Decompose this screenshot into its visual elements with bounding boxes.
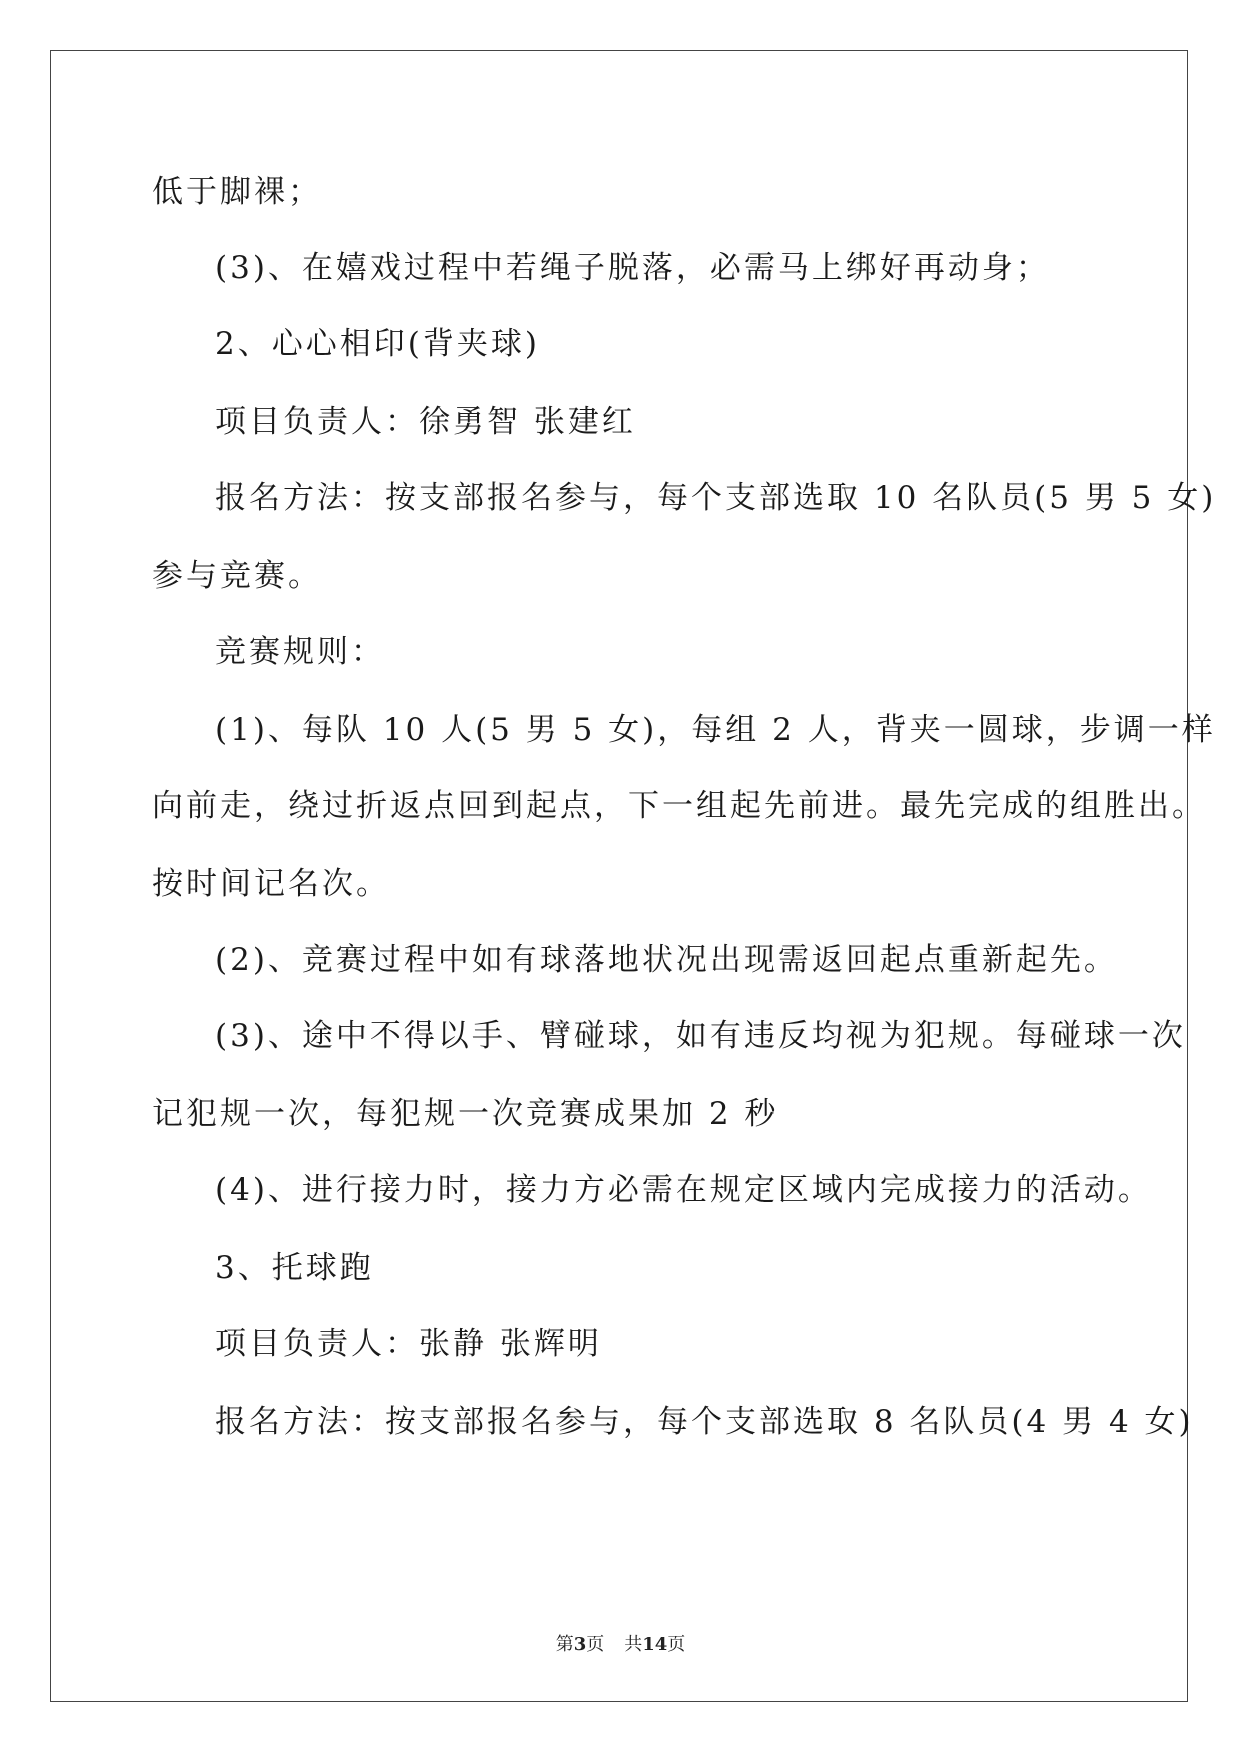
text-line: 低于脚裸； xyxy=(152,174,322,210)
text-line: 参与竞赛。 xyxy=(152,558,322,594)
text-line: (3)、途中不得以手、臂碰球，如有违反均视为犯规。每碰球一次 xyxy=(215,1018,1186,1054)
text-line: 按时间记名次。 xyxy=(152,866,390,902)
text-line: 记犯规一次，每犯规一次竞赛成果加 2 秒 xyxy=(152,1096,779,1132)
text-line: (3)、在嬉戏过程中若绳子脱落，必需马上绑好再动身； xyxy=(215,250,1050,286)
text-line: 项目负责人：徐勇智 张建红 xyxy=(215,404,636,440)
text-line: (1)、每队 10 人(5 男 5 女)，每组 2 人，背夹一圆球，步调一样 xyxy=(215,712,1216,748)
text-line: 3、托球跑 xyxy=(215,1250,374,1286)
text-line: 报名方法：按支部报名参与，每个支部选取 8 名队员(4 男 4 女) xyxy=(215,1404,1194,1440)
text-line: 报名方法：按支部报名参与，每个支部选取 10 名队员(5 男 5 女) xyxy=(215,480,1217,516)
text-line: 项目负责人：张静 张辉明 xyxy=(215,1326,602,1362)
page-label: 第3页 xyxy=(555,1634,605,1655)
text-line: 2、心心相印(背夹球) xyxy=(215,326,540,362)
total-pages-label: 共14页 xyxy=(624,1634,686,1655)
text-line: (4)、进行接力时，接力方必需在规定区域内完成接力的活动。 xyxy=(215,1172,1152,1208)
text-line: (2)、竞赛过程中如有球落地状况出现需返回起点重新起先。 xyxy=(215,942,1118,978)
text-line: 向前走，绕过折返点回到起点，下一组起先前进。最先完成的组胜出。 xyxy=(152,788,1206,824)
page-footer xyxy=(0,1630,1241,1656)
text-line: 竞赛规则： xyxy=(215,634,385,670)
